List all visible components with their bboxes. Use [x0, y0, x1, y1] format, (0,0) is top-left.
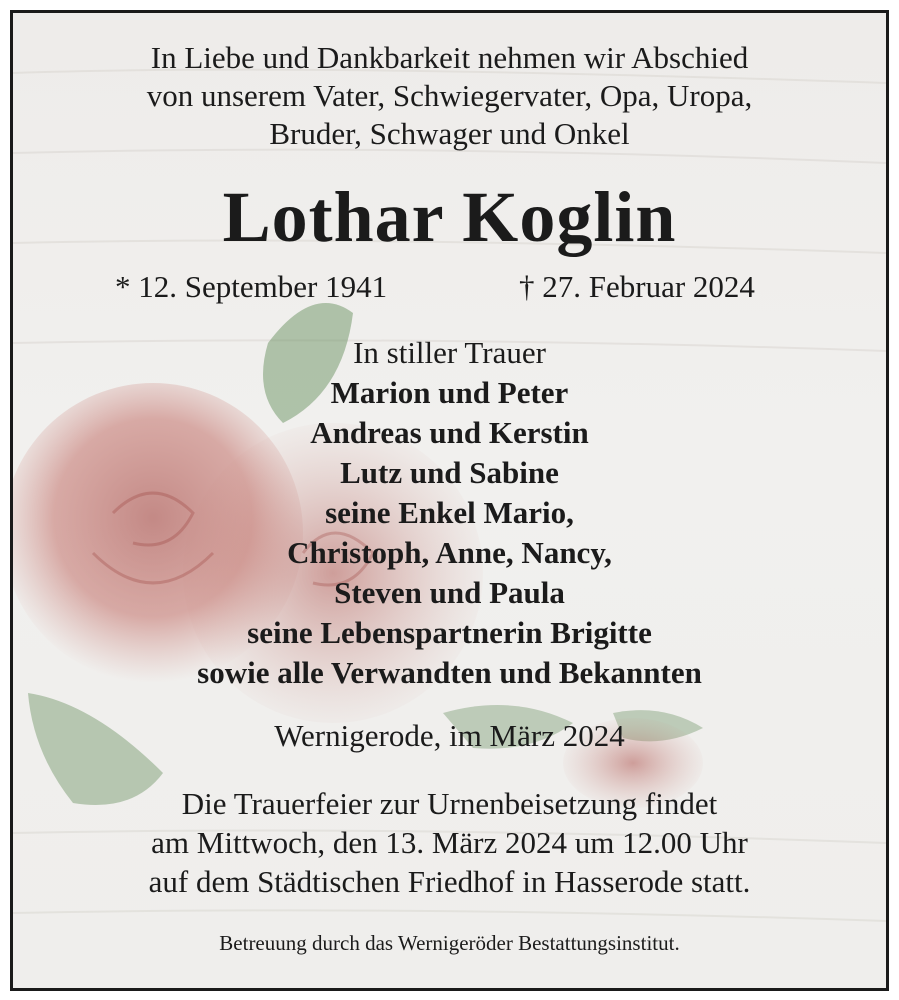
- intro-line: Bruder, Schwager und Onkel: [269, 116, 630, 151]
- mourner-line: Christoph, Anne, Nancy,: [287, 535, 612, 570]
- mourner-line: seine Enkel Mario,: [325, 495, 574, 530]
- birth-date: * 12. September 1941: [115, 269, 388, 304]
- deceased-name: Lothar Koglin: [222, 177, 677, 257]
- ceremony-line: am Mittwoch, den 13. März 2024 um 12.00 Uhr: [151, 825, 748, 860]
- ceremony-line: Die Trauerfeier zur Urnenbeisetzung findet: [181, 786, 718, 821]
- mourning-intro: In stiller Trauer: [353, 335, 546, 370]
- funeral-home-note: Betreuung durch das Wernigeröder Bestattungsinstitut.: [219, 931, 680, 955]
- intro-line: von unserem Vater, Schwiegervater, Opa, Uropa,: [146, 78, 753, 113]
- mourner-line: Marion und Peter: [330, 375, 569, 410]
- ceremony-line: auf dem Städtischen Friedhof in Hasserode statt.: [148, 864, 751, 899]
- mourner-line: Andreas und Kerstin: [310, 415, 589, 450]
- notice-text: [13, 13, 886, 988]
- intro-line: In Liebe und Dankbarkeit nehmen wir Abschied: [150, 40, 749, 75]
- mourner-line: Lutz und Sabine: [340, 455, 559, 490]
- mourner-line: seine Lebenspartnerin Brigitte: [247, 615, 652, 650]
- obituary-notice: [10, 10, 889, 991]
- place-date: Wernigerode, im März 2024: [274, 718, 625, 753]
- mourner-line: sowie alle Verwandten und Bekannten: [197, 655, 702, 690]
- mourner-line: Steven und Paula: [334, 575, 565, 610]
- death-date: † 27. Februar 2024: [519, 269, 755, 304]
